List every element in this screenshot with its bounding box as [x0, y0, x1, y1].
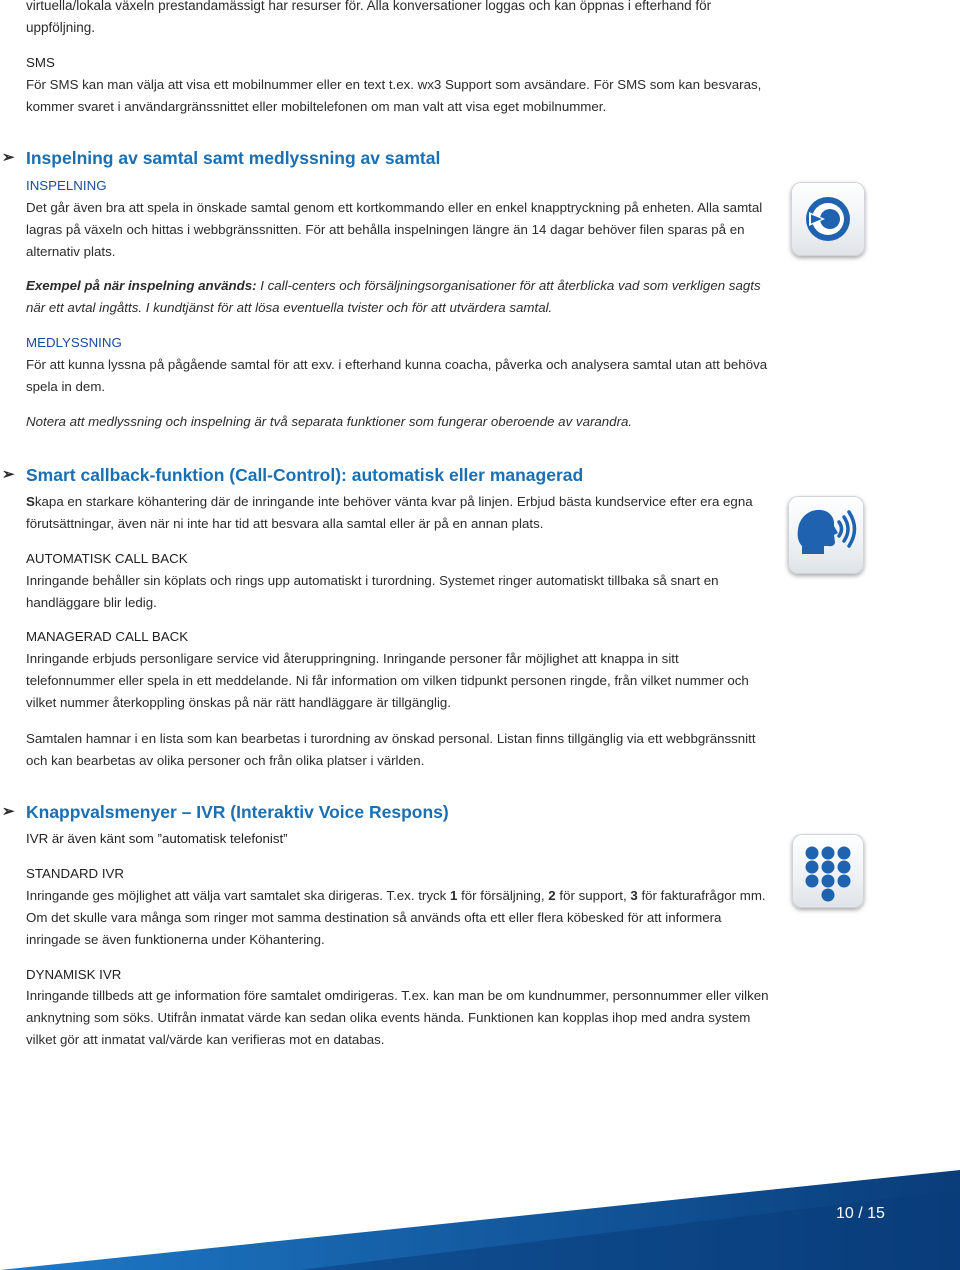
callback-intro-rest: kapa en starkare köhantering där de inringande inte behöver vänta kvar på linjen. Erbjud bästa kundservice efter era egna förutsättningar, även när ni inte har tid att besvara alla samtal eller är på en annan plats. — [26, 494, 753, 531]
standard-ivr-text: Inringande ges möjlighet att välja vart samtalet ska dirigeras. T.ex. tryck 1 för försäljning, 2 för support, 3 för fakturafrågor mm. Om det skulle vara många som ringer mot samma destination så används ofta ett eller flera köbesked för att informera inringade se även funktionerna under Köhantering. — [26, 888, 766, 947]
recording-subheading: INSPELNING — [26, 178, 107, 193]
recording-example — [26, 275, 771, 319]
sms-text: För SMS kan man välja att visa ett mobilnummer eller en text t.ex. wx3 Support som avsändare. För SMS som kan besvaras, kommer svaret i användargränssnittet eller mobiltelefonen om man valt att visa eget mobilnummer. — [26, 77, 762, 114]
auto-callback-subheading: AUTOMATISK CALL BACK — [26, 551, 188, 566]
arrow-bullet-icon: ➢ — [2, 803, 15, 820]
keypad-icon — [792, 834, 864, 908]
record-icon — [791, 182, 865, 256]
listening-subheading: MEDLYSSNING — [26, 335, 122, 350]
intro-line-2: uppföljning. — [26, 20, 96, 35]
keypad-icon-tile — [792, 834, 864, 908]
speaking-head-icon — [788, 496, 864, 574]
arrow-bullet-icon: ➢ — [2, 149, 15, 166]
recording-text: Det går även bra att spela in önskade samtal genom ett kortkommando eller en enkel knapptryckning på enheten. Alla samtal lagras på växeln och hittas i webbgränssnitten. För att behålla inspelningen längre än 14 dagar behöver filen sparas på en alternativ plats. — [26, 200, 763, 259]
managed-callback-text: Inringande erbjuds personligare service vid återuppringning. Inringande personer får möjlighet att knappa in sitt telefonnummer eller spela in ett meddelande. Ni får information om vilken tidpunkt personen ringde, från vilket nummer och vilket nummer återkoppling önskas på när rätt handläggare är tillgänglig. — [26, 651, 749, 710]
auto-callback-text: Inringande behåller sin köplats och rings upp automatiskt i turordning. Systemet ringer automatiskt tillbaka så snart en handläggare blir ledig. — [26, 573, 719, 610]
intro-line-1: virtuella/lokala växeln prestandamässigt har resurser för. Alla konversationer loggas och kan öppnas i efterhand för — [26, 0, 712, 13]
arrow-bullet-icon: ➢ — [2, 466, 15, 483]
listening-text: För att kunna lyssna på pågående samtal för att exv. i efterhand kunna coacha, påverka och analysera samtal utan att behöva spela in dem. — [26, 357, 768, 394]
recording-note: Notera att medlyssning och inspelning är två separata funktioner som fungerar oberoende av varandra. — [26, 414, 633, 429]
record-icon-tile — [791, 182, 865, 256]
callback-list-text: Samtalen hamnar i en lista som kan bearbetas i turordning av önskad personal. Listan finns tillgänglig via ett webbgränssnitt och kan bearbetas av olika personer och från olika platser i världen. — [26, 731, 756, 768]
standard-ivr-subheading: STANDARD IVR — [26, 866, 125, 881]
callback-intro — [26, 491, 771, 535]
ivr-subtitle: IVR är även känt som ”automatisk telefonist” — [26, 831, 288, 846]
ivr-option-1: 1 — [449, 888, 458, 903]
managed-callback-subheading: MANAGERAD CALL BACK — [26, 629, 189, 644]
dynamic-ivr-subheading: DYNAMISK IVR — [26, 967, 122, 982]
page-number: 10 / 15 — [836, 1205, 885, 1222]
ivr-option-2: 2 — [548, 888, 556, 903]
dynamic-ivr-text: Inringande tillbeds att ge information före samtalet omdirigeras. T.ex. kan man be om kundnummer, personnummer eller vilken anknytning som söks. Utifrån inmatat värde kan sedan olika events hända. Funktionen kan kopplas ihop med andra system vilket gör att inmatat val/värde kan verifieras mot en databas. — [26, 988, 769, 1047]
callback-intro-first-letter: S — [26, 494, 35, 509]
recording-example-label: Exempel på när inspelning används: — [26, 278, 257, 293]
footer-band — [0, 1170, 960, 1270]
intro-paragraph — [26, 0, 776, 39]
ivr-option-3: 3 — [630, 888, 638, 903]
sms-heading: SMS — [26, 55, 55, 70]
speaking-head-icon-tile — [788, 496, 864, 574]
recording-example-text: I call-centers och försäljningsorganisationer för att återblicka vad som verkligen sagts när ett avtal ingåtts. I kundtjänst för att lösa eventuella tvister och för att utvärdera samtal. — [26, 278, 761, 315]
